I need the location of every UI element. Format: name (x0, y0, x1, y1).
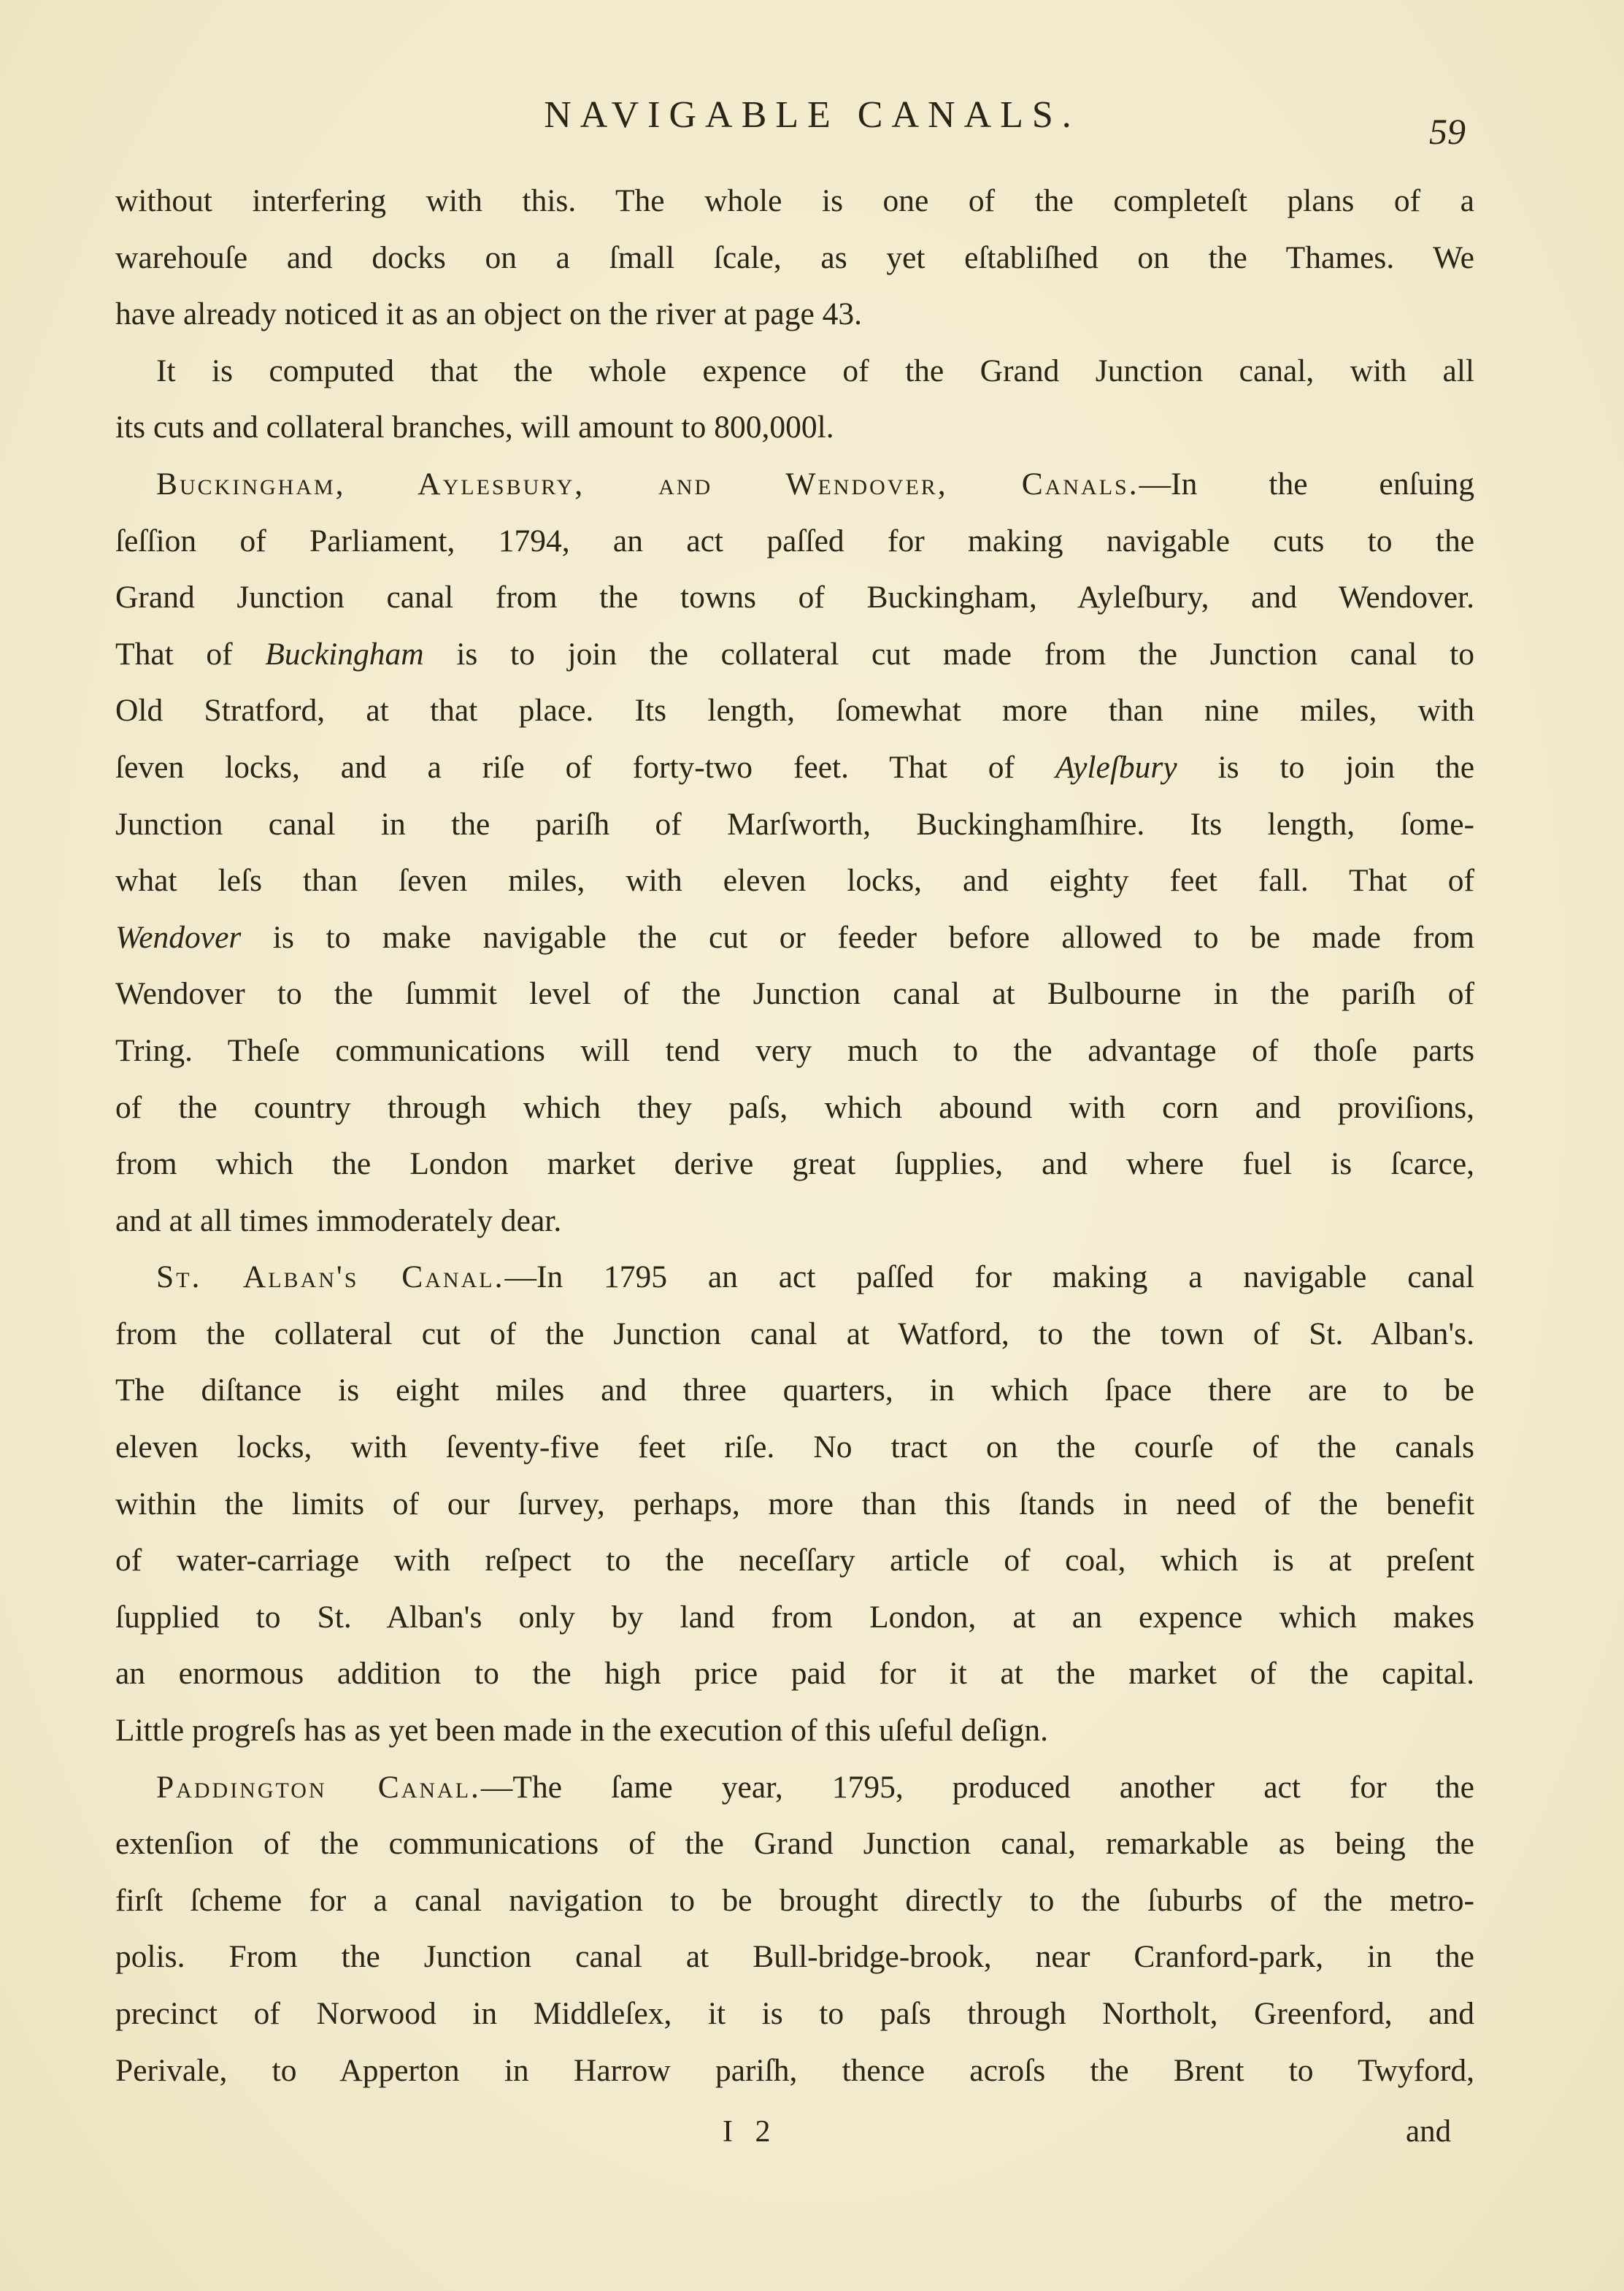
line-text: from the collateral cut of the Junction canal at Watford, to the town of St. Alban's. (115, 1316, 1474, 1351)
page-number: 59 (1429, 111, 1466, 152)
line-text: and at all times immoderately dear. (115, 1202, 562, 1238)
body-text (115, 173, 1474, 2099)
signature-mark: I 2 (723, 2115, 778, 2149)
section-heading: St. Alban's Canal. (156, 1259, 505, 1295)
text-line (115, 1703, 1474, 1759)
italic-place-name: Wendover (115, 919, 242, 955)
section-heading: Paddington Canal. (156, 1769, 481, 1805)
italic-place-name: Buckingham (265, 636, 424, 672)
line-text: It is computed that the whole expence of the Grand Junction canal, with all (156, 353, 1474, 388)
text-line (115, 1646, 1474, 1703)
line-text: is to join the collateral cut made from the Junction canal to (423, 636, 1474, 672)
text-line (115, 1929, 1474, 1986)
text-line (115, 1419, 1474, 1476)
text-line (115, 456, 1474, 513)
text-line (115, 343, 1474, 400)
line-text: warehouſe and docks on a ſmall ſcale, as yet eſtabliſhed on the Thames. We (115, 239, 1474, 275)
text-line (115, 2043, 1474, 2100)
text-line (115, 1476, 1474, 1533)
text-line (115, 1023, 1474, 1080)
line-text: Grand Junction canal from the towns of Buckingham, Ayleſbury, and Wendover. (115, 580, 1474, 615)
text-line (115, 569, 1474, 626)
text-line (115, 966, 1474, 1023)
line-text: within the limits of our ſurvey, perhaps, more than this ſtands in need of the benefit (115, 1486, 1474, 1521)
line-text: ſupplied to St. Alban's only by land from London, at an expence which makes (115, 1599, 1474, 1635)
line-text: Perivale, to Apperton in Harrow pariſh, thence acroſs the Brent to Twyford, (115, 2052, 1474, 2088)
line-text: The diſtance is eight miles and three quarters, in which ſpace there are to be (115, 1373, 1474, 1408)
line-text: Old Stratford, at that place. Its length, ſomewhat more than nine miles, with (115, 693, 1474, 729)
text-line (115, 797, 1474, 853)
text-line (115, 1249, 1474, 1306)
line-text: Little progreſs has as yet been made in the execution of this uſeful deſign. (115, 1713, 1049, 1749)
italic-place-name: Ayleſbury (1055, 749, 1177, 785)
line-text: of water-carriage with reſpect to the neceſſary article of coal, which is at preſent (115, 1543, 1474, 1578)
text-line (115, 1532, 1474, 1589)
line-text: extenſion of the communications of the Grand Junction canal, remarkable as being the (115, 1826, 1474, 1862)
line-text: Tring. Theſe communications will tend very much to the advantage of thoſe parts (115, 1032, 1474, 1068)
line-text: is to make navigable the cut or feeder before allowed to be made from (241, 919, 1474, 955)
text-line (115, 1986, 1474, 2043)
text-line (115, 853, 1474, 910)
line-text: precinct of Norwood in Middleſex, it is to paſs through Northolt, Greenford, and (115, 1996, 1474, 2031)
line-text: its cuts and collateral branches, will amount to 800,000l. (115, 410, 834, 445)
text-line (115, 1759, 1474, 1816)
section-heading: Buckingham, Aylesbury, and Wendover, Canals. (156, 466, 1139, 502)
line-text: —In the enſuing (1139, 466, 1474, 502)
line-text: of the country through which they paſs, which abound with corn and proviſions, (115, 1089, 1474, 1125)
text-line (115, 513, 1474, 570)
text-line (115, 230, 1474, 287)
line-text: from which the London market derive great ſupplies, and where fuel is ſcarce, (115, 1146, 1474, 1182)
text-line (115, 1873, 1474, 1930)
text-line (115, 1589, 1474, 1646)
running-title: NAVIGABLE CANALS. (544, 94, 1080, 136)
line-text: —In 1795 an act paſſed for making a navigable canal (504, 1259, 1474, 1295)
text-line (115, 173, 1474, 230)
line-text: That of (115, 636, 266, 672)
text-line (115, 910, 1474, 967)
text-line (115, 1080, 1474, 1137)
text-line (115, 1362, 1474, 1419)
line-text: have already noticed it as an object on the river at page 43. (115, 296, 863, 332)
line-text: an enormous addition to the high price paid for it at the market of the capital. (115, 1656, 1474, 1692)
text-line (115, 1306, 1474, 1363)
line-text: polis. From the Junction canal at Bull-bridge-brook, near Cranford-park, in the (115, 1939, 1474, 1975)
line-text: Wendover to the ſummit level of the Junction canal at Bulbourne in the pariſh of (115, 976, 1474, 1012)
text-line (115, 683, 1474, 740)
text-line (115, 740, 1474, 797)
line-text: firſt ſcheme for a canal navigation to be brought directly to the ſuburbs of the metro- (115, 1882, 1474, 1918)
text-line (115, 399, 1474, 456)
line-text: ſeſſion of Parliament, 1794, an act paſſed for making navigable cuts to the (115, 523, 1474, 559)
line-text: is to join the (1177, 749, 1475, 785)
line-text: Junction canal in the pariſh of Marſworth, Buckinghamſhire. Its length, ſome- (115, 806, 1474, 842)
text-line (115, 286, 1474, 343)
line-text: ſeven locks, and a riſe of forty-two feet. That of (115, 749, 1055, 785)
line-text: without interfering with this. The whole is one of the completeſt plans of a (115, 183, 1474, 218)
text-line (115, 1136, 1474, 1193)
line-text: what leſs than ſeven miles, with eleven locks, and eighty feet fall. That of (115, 863, 1474, 899)
text-line (115, 626, 1474, 683)
text-line (115, 1816, 1474, 1873)
text-line (115, 1193, 1474, 1250)
line-text: eleven locks, with ſeventy-five feet riſe. No tract on the courſe of the canals (115, 1430, 1474, 1465)
catchword: and (1406, 2114, 1452, 2149)
line-text: —The ſame year, 1795, produced another act for the (480, 1769, 1474, 1805)
